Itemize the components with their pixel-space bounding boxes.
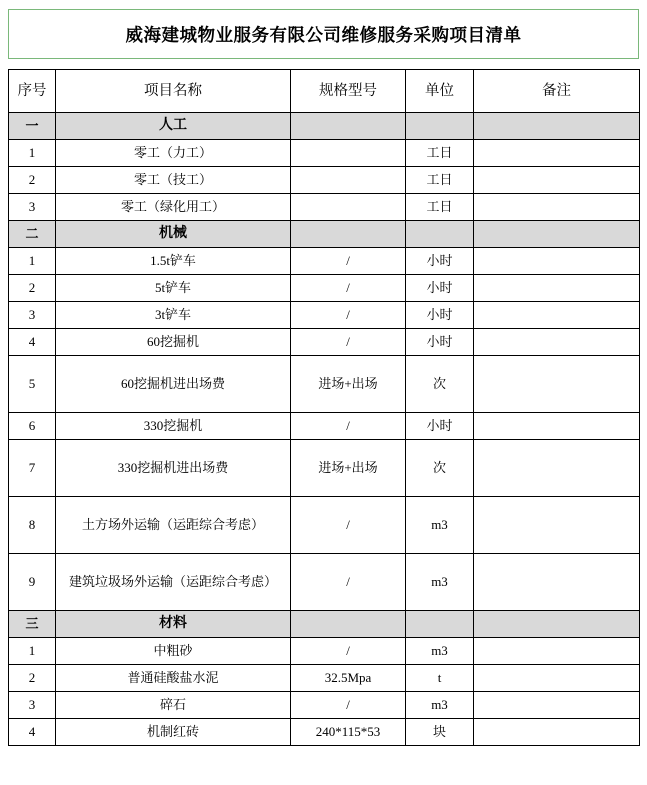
table-row	[9, 275, 640, 302]
cell-memo	[474, 302, 640, 329]
cell-spec: 进场+出场	[291, 356, 406, 413]
document-title-bar	[8, 9, 639, 59]
page-title: 威海建城物业服务有限公司维修服务采购项目清单	[125, 24, 522, 45]
cell-spec: /	[291, 497, 406, 554]
cell-name: 普通硅酸盐水泥	[56, 665, 291, 692]
cell-no: 9	[9, 554, 56, 611]
cell-memo	[474, 665, 640, 692]
table-body	[9, 70, 640, 746]
table-header-row	[9, 70, 640, 113]
cell-spec: 32.5Mpa	[291, 665, 406, 692]
cell-no: 1	[9, 638, 56, 665]
cell-unit: 工日	[406, 194, 474, 221]
cell-spec: /	[291, 413, 406, 440]
cell-memo	[474, 167, 640, 194]
cell-spec: /	[291, 692, 406, 719]
cell-memo	[474, 194, 640, 221]
cell-name: 零工（力工）	[56, 140, 291, 167]
cell-memo	[474, 140, 640, 167]
cell-unit	[406, 113, 474, 140]
document-page	[0, 9, 647, 785]
header-cell-spec: 规格型号	[291, 70, 406, 113]
table-row	[9, 329, 640, 356]
cell-no: 3	[9, 194, 56, 221]
table-section-row	[9, 611, 640, 638]
cell-unit: 工日	[406, 167, 474, 194]
cell-no: 8	[9, 497, 56, 554]
cell-unit: 块	[406, 719, 474, 746]
table-row	[9, 554, 640, 611]
cell-memo	[474, 248, 640, 275]
cell-unit: 小时	[406, 413, 474, 440]
table-row	[9, 665, 640, 692]
cell-no: 5	[9, 356, 56, 413]
cell-no: 4	[9, 719, 56, 746]
cell-memo	[474, 275, 640, 302]
cell-unit: 小时	[406, 275, 474, 302]
cell-memo	[474, 329, 640, 356]
cell-spec: 240*115*53	[291, 719, 406, 746]
cell-no: 2	[9, 167, 56, 194]
cell-spec	[291, 167, 406, 194]
cell-name: 1.5t铲车	[56, 248, 291, 275]
cell-no: 3	[9, 302, 56, 329]
cell-no: 1	[9, 140, 56, 167]
table-row	[9, 413, 640, 440]
cell-no: 三	[9, 611, 56, 638]
cell-spec: /	[291, 554, 406, 611]
table-row	[9, 140, 640, 167]
cell-name: 零工（绿化用工）	[56, 194, 291, 221]
cell-name: 60挖掘机进出场费	[56, 356, 291, 413]
table-row	[9, 638, 640, 665]
cell-memo	[474, 719, 640, 746]
cell-spec	[291, 194, 406, 221]
table-row	[9, 719, 640, 746]
cell-name: 碎石	[56, 692, 291, 719]
cell-unit: 次	[406, 356, 474, 413]
cell-name: 土方场外运输（运距综合考虑）	[56, 497, 291, 554]
cell-no: 2	[9, 275, 56, 302]
cell-spec: /	[291, 248, 406, 275]
cell-unit: 工日	[406, 140, 474, 167]
cell-unit	[406, 221, 474, 248]
cell-memo	[474, 554, 640, 611]
cell-name: 人工	[56, 113, 291, 140]
cell-name: 60挖掘机	[56, 329, 291, 356]
cell-spec: 进场+出场	[291, 440, 406, 497]
procurement-list-table	[8, 69, 640, 746]
cell-spec	[291, 113, 406, 140]
cell-no: 7	[9, 440, 56, 497]
header-cell-memo: 备注	[474, 70, 640, 113]
cell-unit: 次	[406, 440, 474, 497]
cell-memo	[474, 611, 640, 638]
cell-unit: 小时	[406, 248, 474, 275]
cell-spec	[291, 611, 406, 638]
cell-spec: /	[291, 329, 406, 356]
cell-spec: /	[291, 302, 406, 329]
table-row	[9, 194, 640, 221]
cell-name: 零工（技工）	[56, 167, 291, 194]
cell-name: 330挖掘机	[56, 413, 291, 440]
cell-spec	[291, 140, 406, 167]
table-row	[9, 692, 640, 719]
cell-name: 建筑垃圾场外运输（运距综合考虑）	[56, 554, 291, 611]
table-row	[9, 497, 640, 554]
table-row	[9, 302, 640, 329]
cell-no: 2	[9, 665, 56, 692]
cell-unit: m3	[406, 692, 474, 719]
cell-memo	[474, 356, 640, 413]
cell-unit: 小时	[406, 302, 474, 329]
cell-spec: /	[291, 275, 406, 302]
cell-memo	[474, 692, 640, 719]
table-row	[9, 167, 640, 194]
cell-memo	[474, 413, 640, 440]
cell-memo	[474, 638, 640, 665]
table-row	[9, 356, 640, 413]
cell-spec: /	[291, 638, 406, 665]
cell-name: 材料	[56, 611, 291, 638]
header-cell-no: 序号	[9, 70, 56, 113]
header-cell-unit: 单位	[406, 70, 474, 113]
cell-unit: m3	[406, 554, 474, 611]
cell-name: 3t铲车	[56, 302, 291, 329]
table-row	[9, 248, 640, 275]
table-section-row	[9, 113, 640, 140]
cell-spec	[291, 221, 406, 248]
cell-unit: t	[406, 665, 474, 692]
cell-unit: m3	[406, 497, 474, 554]
cell-no: 1	[9, 248, 56, 275]
cell-name: 机械	[56, 221, 291, 248]
cell-no: 二	[9, 221, 56, 248]
cell-no: 4	[9, 329, 56, 356]
cell-unit: 小时	[406, 329, 474, 356]
cell-unit: m3	[406, 638, 474, 665]
cell-memo	[474, 497, 640, 554]
table-section-row	[9, 221, 640, 248]
cell-name: 机制红砖	[56, 719, 291, 746]
cell-no: 6	[9, 413, 56, 440]
cell-no: 一	[9, 113, 56, 140]
header-cell-name: 项目名称	[56, 70, 291, 113]
cell-name: 330挖掘机进出场费	[56, 440, 291, 497]
cell-memo	[474, 221, 640, 248]
cell-name: 5t铲车	[56, 275, 291, 302]
cell-memo	[474, 440, 640, 497]
cell-no: 3	[9, 692, 56, 719]
table-row	[9, 440, 640, 497]
cell-unit	[406, 611, 474, 638]
cell-name: 中粗砂	[56, 638, 291, 665]
cell-memo	[474, 113, 640, 140]
